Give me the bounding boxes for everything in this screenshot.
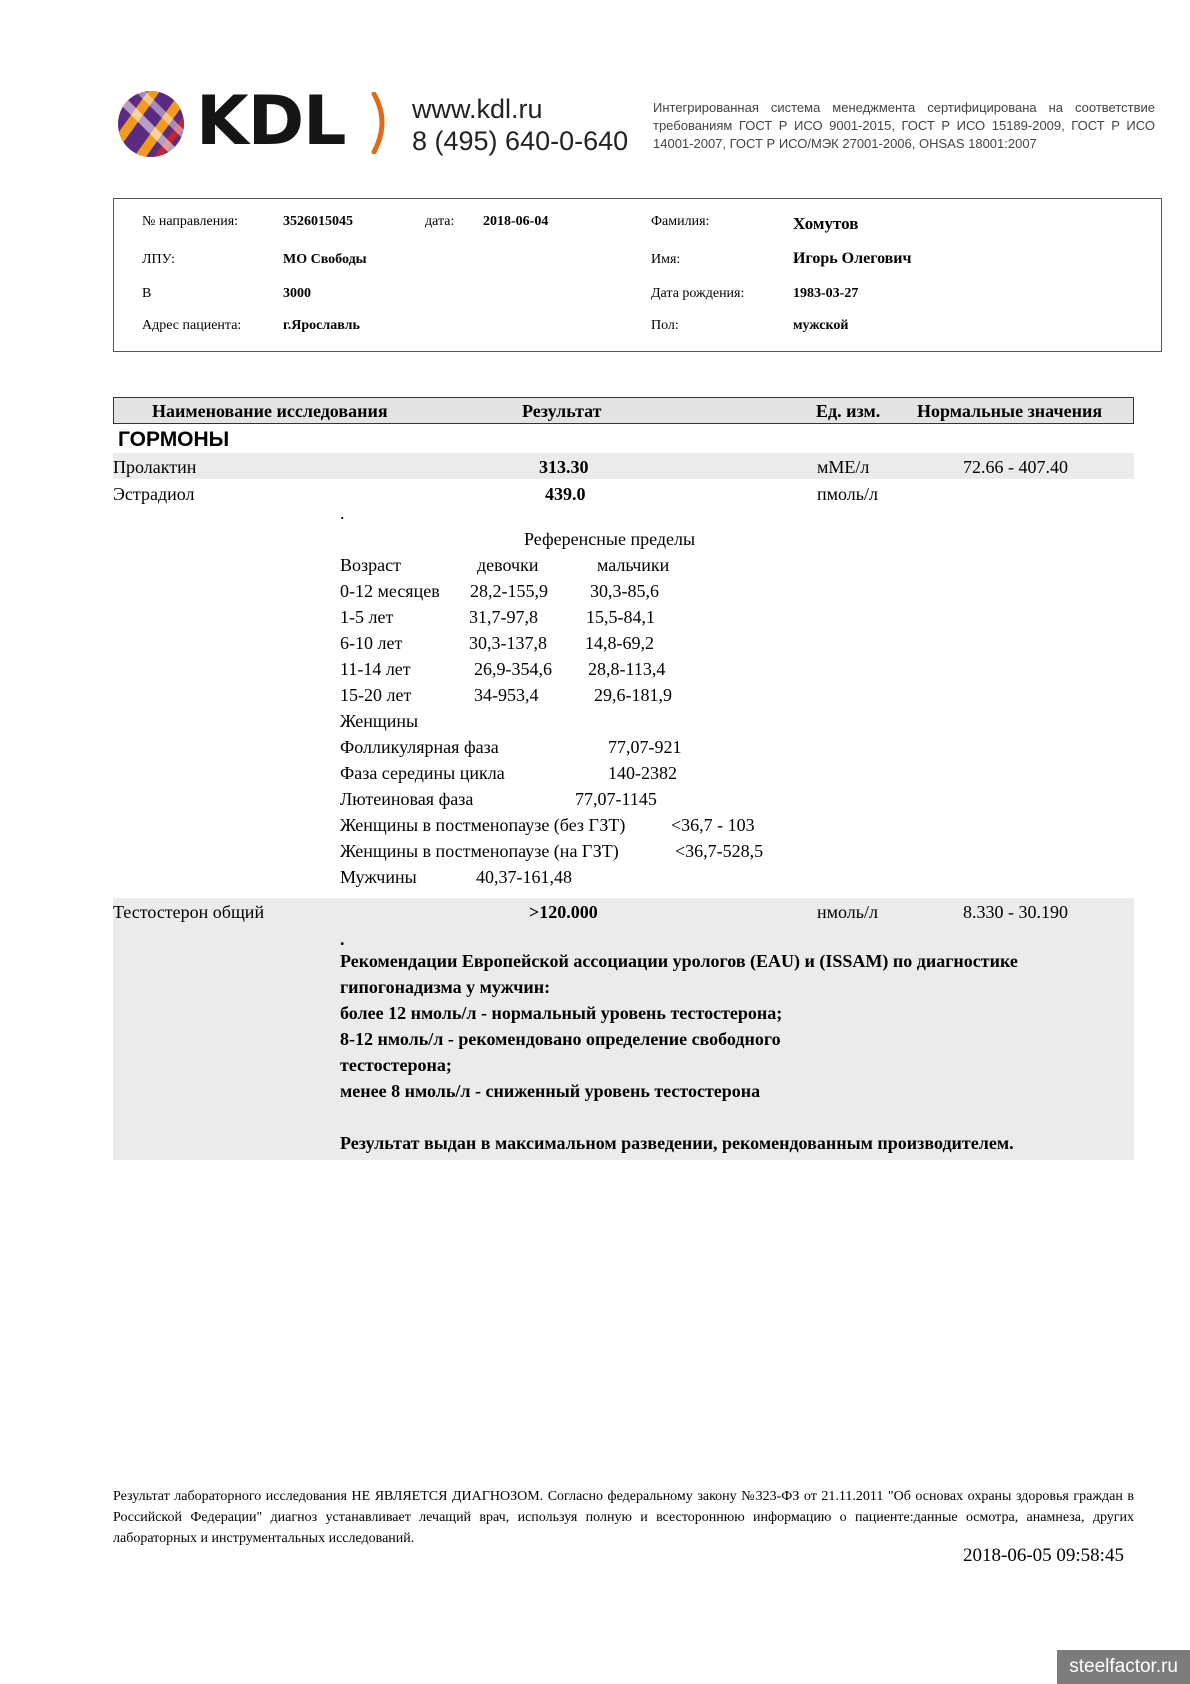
date-value: 2018-06-04: [483, 214, 549, 229]
ref-dot: .: [340, 503, 345, 523]
test-unit: пмоль/л: [817, 484, 878, 504]
referral-value: 3526015045: [283, 214, 353, 229]
ref-phase: Женщины в постменопаузе (на ГЗТ): [340, 841, 619, 861]
note-line: тестостерона;: [340, 1055, 452, 1075]
test-name: Тестостерон общий: [113, 902, 265, 922]
test-norm: 8.330 - 30.190: [963, 902, 1068, 922]
surname-value: Хомутов: [793, 214, 859, 233]
disclaimer: Результат лабораторного исследования НЕ ЯВЛЯЕТСЯ ДИАГНОЗОМ. Согласно федеральному закону №323-ФЗ от 21.11.2011 "Об основах охраны здоровья граждан в Российской Федерации" диагноз устанавливает лечащий врач, используя полную и всестороннюю информацию о пациенте:данные осмотра, анамнеза, других лабораторных и инструментальных исследований.: [113, 1489, 1134, 1546]
brand-name: KDL: [196, 82, 346, 161]
note-line: более 12 нмоль/л - нормальный уровень тестостерона;: [340, 1003, 783, 1023]
ref-girls: 34-953,4: [474, 685, 539, 705]
ref-boys: 15,5-84,1: [586, 607, 655, 627]
phone-number: 8 (495) 640-0-640: [412, 126, 629, 156]
test-result: 313.30: [539, 457, 589, 477]
print-timestamp: 2018-06-05 09:58:45: [963, 1545, 1124, 1566]
watermark: steelfactor.ru: [1057, 1650, 1190, 1684]
testosterone-note: [340, 930, 1120, 1156]
test-unit: мМЕ/л: [817, 457, 870, 477]
kdl-logo-mark-icon: [116, 90, 186, 158]
ref-phase-range: 140-2382: [608, 763, 677, 783]
surname-label: Фамилия:: [651, 214, 710, 229]
ref-header-girls: девочки: [477, 555, 539, 575]
ref-phase-range: 77,07-921: [608, 737, 682, 757]
col-norm-header: Нормальные значения: [917, 401, 1103, 421]
note-dot: .: [340, 929, 345, 949]
certification-text: Интегрированная система менеджмента сертифицирована на соответствие требованиям ГОСТ Р ИСО 9001-2015, ГОСТ Р ИСО 15189-2009, ГОСТ Р ИСО 14001-2007, ГОСТ Р ИСО/МЭК 27001-2006, OHSAS 18001:2007: [653, 100, 1155, 151]
ref-boys: 30,3-85,6: [590, 581, 659, 601]
col-result-header: Результат: [522, 401, 602, 421]
ref-boys: 14,8-69,2: [585, 633, 654, 653]
patient-info-box: [113, 198, 1162, 352]
ref-boys: 28,8-113,4: [588, 659, 666, 679]
ref-header-boys: мальчики: [597, 555, 670, 575]
b-label: В: [142, 286, 152, 301]
name-value: Игорь Олегович: [793, 250, 912, 267]
ref-title: Референсные пределы: [524, 529, 696, 549]
ref-phase: Фаза середины цикла: [340, 763, 505, 783]
test-name: Пролактин: [113, 457, 197, 477]
test-result: >120.000: [529, 902, 598, 922]
ref-women-label: Женщины: [340, 711, 419, 731]
ref-girls: 26,9-354,6: [474, 659, 552, 679]
ref-header-age: Возраст: [340, 555, 401, 575]
divider-chevron-icon: [370, 92, 392, 154]
ref-men-range: 40,37-161,48: [476, 867, 572, 887]
test-unit: нмоль/л: [817, 902, 878, 922]
note-final: Результат выдан в максимальном разведении, рекомендованным производителем.: [340, 1133, 1014, 1153]
ref-men-label: Мужчины: [340, 867, 417, 887]
sex-label: Пол:: [651, 318, 679, 333]
test-result: 439.0: [545, 484, 586, 504]
ref-phase-range: <36,7 - 103: [671, 815, 755, 835]
dob-label: Дата рождения:: [651, 286, 745, 301]
note-line: Рекомендации Европейской ассоциации урологов (EAU) и (ISSAM) по диагностике: [340, 951, 1018, 971]
note-line: менее 8 нмоль/л - сниженный уровень тестостерона: [340, 1081, 761, 1101]
sex-value: мужской: [793, 318, 849, 333]
ref-girls: 28,2-155,9: [470, 581, 548, 601]
b-value: 3000: [283, 286, 311, 301]
ref-boys: 29,6-181,9: [594, 685, 672, 705]
lpu-value: МО Свободы: [283, 252, 367, 267]
ref-girls: 31,7-97,8: [469, 607, 538, 627]
ref-girls: 30,3-137,8: [469, 633, 547, 653]
estradiol-reference: [340, 503, 860, 890]
test-name: Эстрадиол: [113, 484, 195, 504]
ref-phase-range: <36,7-528,5: [675, 841, 764, 861]
ref-age: 1-5 лет: [340, 607, 394, 627]
ref-age: 6-10 лет: [340, 633, 403, 653]
col-name-header: Наименование исследования: [152, 401, 388, 421]
address-label: Адрес пациента:: [142, 318, 242, 333]
ref-phase-range: 77,07-1145: [575, 789, 657, 809]
name-label: Имя:: [651, 252, 681, 267]
section-title: ГОРМОНЫ: [118, 428, 230, 451]
address-value: г.Ярославль: [283, 318, 360, 333]
date-label: дата:: [425, 214, 455, 229]
website-link[interactable]: www.kdl.ru: [412, 94, 543, 124]
ref-phase: Фолликулярная фаза: [340, 737, 499, 757]
col-unit-header: Ед. изм.: [816, 401, 881, 421]
ref-age: 15-20 лет: [340, 685, 412, 705]
results-table-header: [113, 397, 1134, 424]
ref-age: 0-12 месяцев: [340, 581, 440, 601]
test-norm: 72.66 - 407.40: [963, 457, 1068, 477]
lpu-label: ЛПУ:: [142, 252, 175, 267]
ref-age: 11-14 лет: [340, 659, 411, 679]
note-line: гипогонадизма у мужчин:: [340, 977, 551, 997]
ref-phase: Женщины в постменопаузе (без ГЗТ): [340, 815, 626, 835]
referral-label: № направления:: [142, 214, 239, 229]
dob-value: 1983-03-27: [793, 286, 859, 301]
note-line: 8-12 нмоль/л - рекомендовано определение свободного: [340, 1029, 781, 1049]
ref-phase: Лютеиновая фаза: [340, 789, 474, 809]
kdl-logo: [116, 82, 356, 161]
